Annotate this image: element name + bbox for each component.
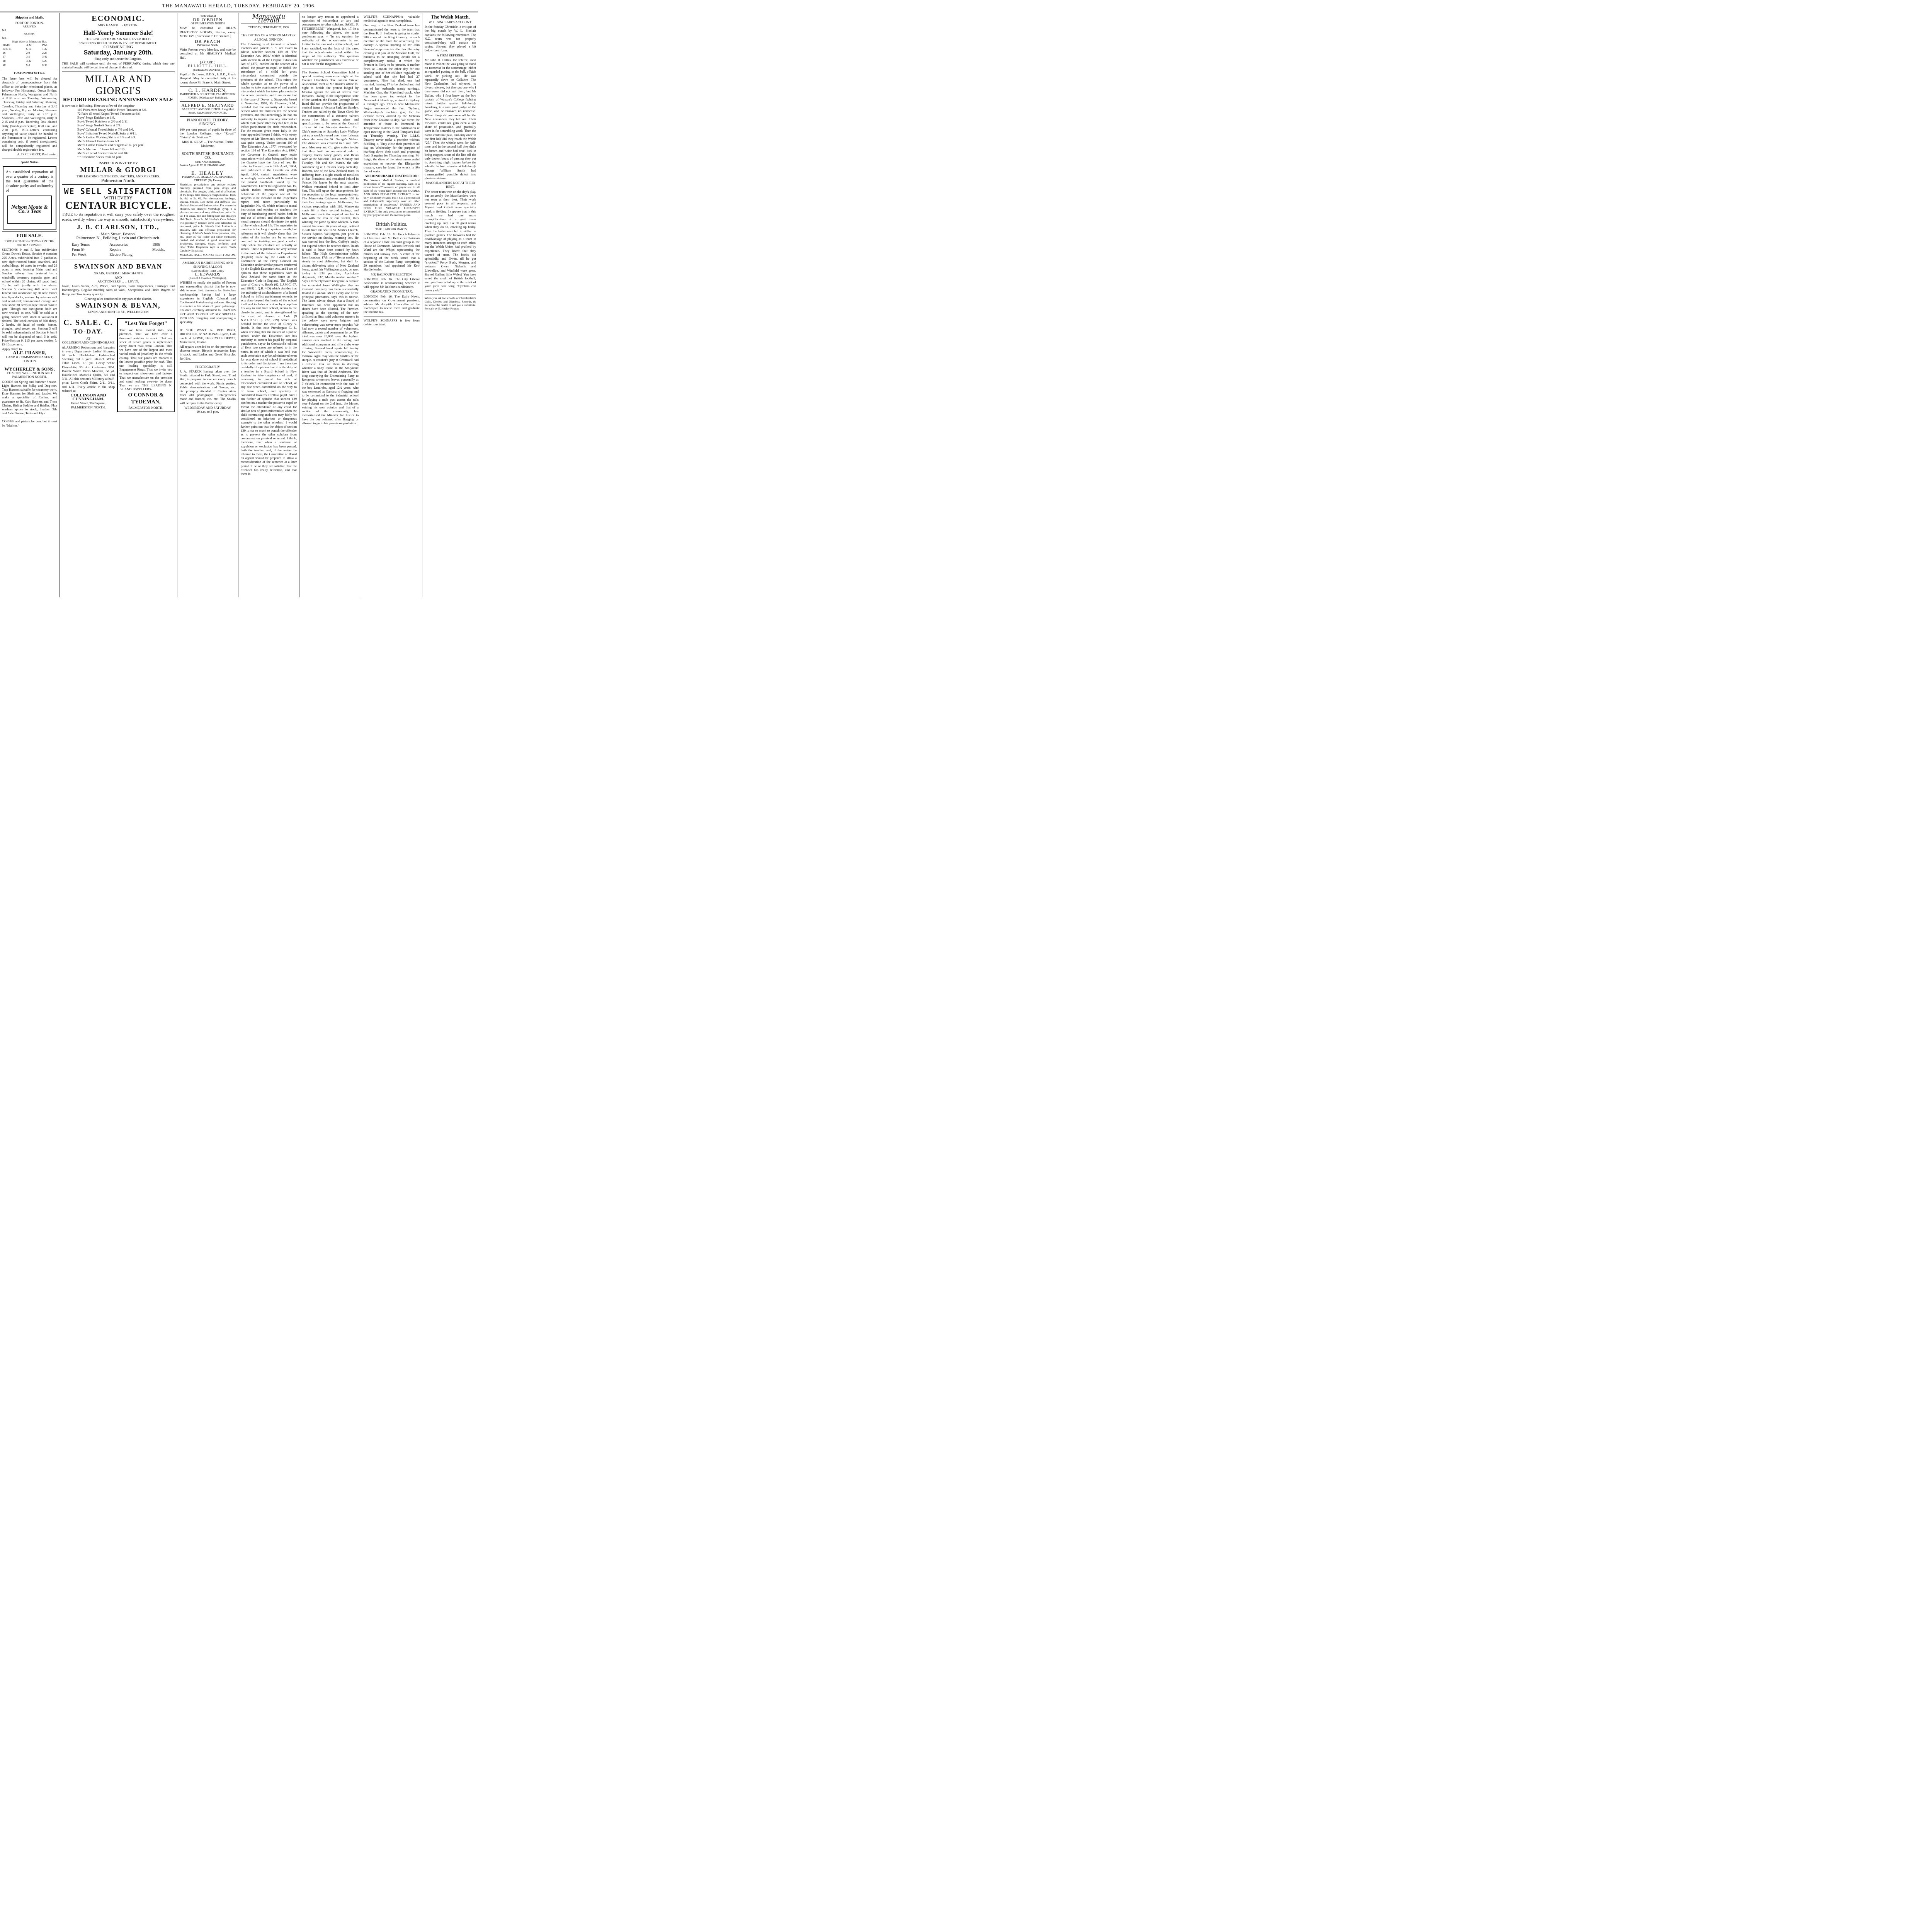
repairs-text: All repairs attended to on the premises at shortest notice. Bicycle accessories kept in stock, and Ladies and Gents' Bicycles for Hire. [180,344,236,361]
list-item: Men's Flannel Unders from 2/3. [77,139,120,143]
photography-heading: PHOTOGRAPHY [195,364,220,369]
port-heading: PORT OF FOXTON. [15,21,44,25]
obrien-name: DR O'BRIEN [193,17,223,23]
balfour-heading: MR BALFOUR'S ELECTION. [371,272,413,276]
column-4 [239,13,299,597]
starck-hours: 10 a.m. to 3 p.m. [196,409,219,413]
harden-sub: BARRISTER & SOLICITOR, PALMERSTON NORTH. (Waldegrave' Buildings). [180,92,235,100]
wolfe-notice-2: WOLFE'S SCHNAPPS is free from deleterious taint. [364,318,420,326]
collinson-name: COLLINSON AND CUNNINGHAME [62,340,115,345]
tide-date: Feb. 15 [3,47,12,51]
csale-ad [62,318,115,412]
clarlson-title: J. B. CLARLSON, LTD., [77,224,160,231]
news-items: One wag in the New Zealand team has communicated the news to the team that the Hon R. J. Seddon is going to confer 300 acres of the King Country on each member of the team for advertising the colony! A special meeting of Mr John Stevens' supporters is called for Thursday evening at 8 p.m. at the Masonic Hall, the business to be arranging details for a complimentary social, at which the Premier is likely to be present. A mother fined at London the other day for not sending one of her children regularly to school said that she had had 27 youngsters. Nine had died, one had married, leaving 17 to be clothed and fed out of her husband's scanty earnings. Machine Gun, the Maoriland crack, who has been given top weight for the Newmarket Handicap, arrived in Sydney a fortnight ago. This is how Melbourne Argus announced the fact: 'Sydney, Wednesday.-A machine gun, for the defence forces, arrived by the Maheno from New Zealand to-day.' We direct the attention of those in interested in Temperance matters to the notification re open meeting in the Good Templar's Hall on Thursday evening. The L.M.S. Drapery never make a promise without fulfilling it. They close their premises all day on Wednesday for the purpose of marking down their stock and preparing fresh Bargains for Thursday morning. Mr Leigh, the diver of the latest unsuccessful expedition to recover the Elingamite treasure, says he found the wreck in 9½ feet of water. [364,23,420,173]
column-7 [423,13,478,597]
clarlson-addr: Main Street, Foxton. [100,232,136,237]
oconnor-name: O'CONNOR & TYDEMAN, [128,392,164,405]
professional-heading: Professional [199,14,216,18]
biggest-sale: THE BIGGEST BARGAIN SALE EVER HELD. [85,37,151,41]
list-item: Men's Merino ... " from 1/3 and 1/6. [77,147,126,151]
tide-pm: 3.42 [42,55,48,59]
column-2 [60,13,177,597]
high-water-heading: High Water at Manawatu Bar. [12,39,47,43]
centaur-title: CENTAUR BICYCLE. [65,200,172,211]
clearing-sales: Clearing sales conducted in any part of the district. [84,296,152,301]
harden-name: C. L. HARDEN, [188,87,227,93]
tide-am: 3.5 [26,55,30,59]
tide-pm: 6.44 [42,63,48,66]
sb-sub: FIRE AND MARINE. [194,160,221,164]
apply-label: Apply sharp to [2,347,22,351]
swainson2-title: SWAINSON & BEVAN, [76,301,161,309]
table-row [2,51,57,55]
edwards-name: L. EDWARDS [195,272,221,277]
card-label: [A CARD.] [200,60,216,64]
table-row [2,55,57,59]
meatyard-name: ALFRED E. MEATYARD [181,103,234,108]
list-item: " " Cashmere Socks from 8d pair. [77,155,122,159]
tide-date: 19 [3,63,6,66]
sailed-label: SAILED. [24,32,35,36]
swainson2-sub: LEVIN AND HUNTER ST., WELLINGTON [88,310,149,314]
labour-text: LONDON, Feb. 16. Mr Enoch Edwards is Chairman and Mr Bell vice-Chairman of a separate Trade Unionist group in the House of Commons. Messrs Fenwick and Ward are the Whips representing the miners and railway men. A cable at the beginning of the week stated that a section of the Labour Party, comprising 29 members, had appointed Mr Keir Hardie leader. [364,232,420,272]
fraser-sub: LAND & COMMISSION AGENT, FOXTON. [6,355,53,363]
sb-name: SOUTH BRITISH INSURANCE CO. [182,151,234,160]
model-line: Models. [152,248,165,252]
welsh-body-2: The better team won on the day's play, but assuredly the Maorilanders were not seen at their best. Their work seemed poor in all respects, and Mynott and Gillett were specially weak in fielding. I suppose that in this match we had one more exemplification of a great team cracking up, and, like all great teams when they do so, cracking up badly. Then the backs were left in skilled in practice games. The forwards had the disadvantage of playing as a team in many instances strange to each other, but the Welsh Union had profited by experience. They know that they wanted of men. The backs did splendidly, and Owen, till he got "crocked," Percy Bush, Morgan, and veterans Gwyn Nicholls and Llewellyn, and Winfield were great. Bravo! Gallant little Wales? You have saved the credit of British football, and you have acted up to the spirit of your great war song "Cymbria can never yield." [425,189,476,292]
welsh-title: The Welsh Match. [430,14,470,20]
editorial-body: The following is of interest to school-teachers and parents :- "I am asked to advise whether section 139 of 'The Education Act, 1904,' which is identical with section 87 of the Original Education Act of 1877, confers on the teacher of a school the power to expel or forbid the attendance of a child for gross misconduct committed outside the precincts of the school. This raises the whole question as to the power of a teacher to take cognisance of and punish misconduct which has taken place outside the school precincts, and I am aware that in the case of Dwyer v. Stappoole, heard in November, 1904, Mr Thomson, S.M., decided that the authority of a teacher ceased when the children left the school precincts, and that accordingly he had no authority to inquire into any misconduct which took place after they had left, or to inflict punishment for such misconduct. For the reasons given more fully in the note appended hereto I think, with every respect of Mr Thomson's decision, that it was quite wrong. Under section 100 of 'The Education Act, 1877,' re-enacted by section 164 of 'The Education Act, 1904,' the Governor in Council may make regulations which after being published in the Gazette have the force of law. By order in Council made 14th April, 1904, and published in the Gazette on 20th April, 1904, certain regulations were accordingly made which will be found in the printed handbook issued by the Government. I refer to Regulation No. 15, which makes 'manners and general behaviour of the pupils' one of the subjects to be included in the Inspector's report, and more particularly to Regulation No. 48, which relates to moral instruction and enjoins on teachers the duty of inculcating moral habits both in and out of school, and declares that the moral purpose should dominate the spirit of the whole school life. The regulation in question is too long to quote at length, but reference to it will clearly show that the duties of the teacher are by no means confined to insisting on good conduct only when the children are actually at school. These regulations are very similar to the code of the Education Department (English) made by the Lords of the Committee of the Privy Council on Education under similar powers conferred by the English Education Act, and I am of opinion that these regulations have in New Zealand the same force as the Education Code in England. The English case of Cleary v. Booth (62 L.J.M.C. 87, and 1893) 1 Q.B. 465) which decides that the authority of a schoolmaster of a Board School to inflict punishment extends to acts done beyond the limits of the school itself and includes acts done by a pupil on his way to and from school, seems to me clearly in point, and is strengthened by the case of Hansen v. Cole (9 N.Z.L.R.S.C. p 272, 279) which was decided before the case of Cleary v. Booth. In that case Prendergast C. J., when deciding that the master of a public school under the Education Act has authority to correct his pupil by corporal punishment, says:- In Comstock's edition of Kent two cases are referred to in the notes, in one of which it was held that such correction may be administered even for acts done out of school if prejudicial to its order and discipline. I am therefore decidedly of opinion that it is the duty of a teacher in a Board School in New Zealand to take cognisance of and, if necessary, to punish for acts of misconduct committed out of school, at any rate when committed on the way to or from school, and specially if committed towards a fellow pupil. And I am further of opinion that section 139 confers on a teacher the power to expel or forbid the attendance of any child for similar acts of gross misconduct when the child committing such acts may fairly 'be considered an injurious or dangerous example to the other scholars.' I would further point out that the object of section 139 is not so much to punish the offender as to prevent the other scholars from contamination physical or moral. I think, therefore, that when a sentence of expulsion or exclusion has been passed, both the teacher, and, if the matter be referred to them, the Committee or Board on appeal should be prepared to allow a reconsideration of the sentence at a later period if he or they are satisfied that the offender has really reformed, and that there is [241,42,297,476]
csale-text: ALARMING Reductions and bargains in every Department- Ladies' Blouses, 9d each. Double-bed Unbleached Sheeting, 5d a yard. 58-inch White Table Linen, 1/- yd. Heavy white Flannelette, 3/9 doz. Cretonnes, 3½d. Double Width Dress Material, 6d yd. Double-bed Marsella Quilts, 8/6 and 9/11. All this season's Millinery at half-price. Lawn Crash Skirts, 2/11, 3/11, and 4/11. Every article in the shop reduced at [62,345,115,393]
term-line: Per Week [71,253,87,257]
wolfe-notice-1: WOLFE'S SCHNAPPS-A valuable medicinal agent in renal complaints. [364,15,420,23]
masthead: THE MANAWATU HERALD, TUESDAY, FEBRUARY 20, 1906. [0,0,478,12]
peach-name: DR PEACH [194,39,221,44]
table-row [2,63,57,67]
swainson-title: SWAINSON AND BEVAN [74,263,163,270]
sb-agent: Foxton Agent- F. W. H. FRANKLAND [180,163,226,167]
tax-heading: GRADUATED INCOME TAX. [370,289,413,294]
swainson-and: AND [114,275,122,279]
obrien-text: MAY be consulted at HILL'S DENTISTRY ROOMS, Foxton, every MONDAY. [Successor to Dr Graham.] [180,26,236,38]
full-swing: is now on in full swing. Here are a few of the bargains- [62,104,135,108]
for-sale-heading: FOR SALE. [16,232,43,238]
service-line: Repairs [109,248,121,252]
list-item: Men's Cotton Working Shirts at 1/9 and 2/3. [77,135,136,139]
meatyard-sub: BARRISTER AND SOLICITOR. Rangitikei Street, PALMERSTON NORTH. [182,107,234,115]
service-line: Electro Plating [109,253,133,257]
hill-sub: [SURGEON DENTIST.] [193,68,222,72]
tide-date: 16 [3,51,6,55]
list-item: Boys' Serge Knickers at 1/9. [77,116,115,120]
millar-title: MILLAR AND GIORGI'S [85,73,151,97]
healey-name: E. HEALEY [191,170,224,176]
tide-am: 6.10 [26,47,32,51]
healey-text: Physicians prescriptions and private recipes carefully prepared from pure drugs and chemicals. For coughs, colds, and all affections of the lungs, take Healey's cough mixture, from 1s. 6d. to 2s. 6d. For rheumatism, lumbago, sprains, bruises, sore throat and stiffness, use Healey's Household Embrocation. For worms in children, use Healey's Vermifuge Syrup, it is pleasant to take and very efficacious, price 1s. 6d. For weak, thin and falling hair, use Healey's Hair Tonic. Price 2s. 6d. Healey's Corn Solvent will positively remove corns and callosities in one week, price 1s. Nurse's Hair Lotion is a pleasant, safe, and effectual preparation for cleansing children's heads from parasites, nits, etc., price 1s. 6d. Horse and cattle medicines carried and stocked. A good assortment of Brushware, Sponges, Soaps, Perfumes, and other Toilet Requisites kept in stock. Teeth Carefully Extracted. [180,183,236,253]
column-6 [362,13,422,597]
local-news: The Foxton School Committee hold a special meeting to-morrow night at the Council Chambers. The Foxton Cricket Association meet at Mr Reade's office to-night to decide the protest lodged by Moutoa against the win of Foxton over Debaters. Owing to the unpropitious state of the weather, the Foxton Borough Brass Band did not provide the programme of musical items at Victoria Park last Sunday. Tenders are called by the Town Clerk for the construction of a concrete culvert across the Main street, plans and specifications to be seen at the Council offices. At the Victoria Amateur Turf Club's meeting on Saturday Lady Wallace put up a world's record over nine furlongs when she won the St. George's Stakes. The distance was covered in 1 min 50½ secs. Mounsey and Co. give notice to-day that they hold an unreserved sale of drapery, boots, fancy goods, and Retan ware at the Masonic Hall on Monday and Tuesday, 5th and 6th March, the sale commencing at 1 o'clock sharp each day. Roberts, one of the New Zealand team, is suffering from a slight attack of tonsilitis in San Francisco, and remained behind in 'Frisco. He leaves by the next steamer. Wallace remained behind to look after him. This will upset the arrangements for the reception to the local representatives. The Manawatu Cricketers made 108 in their first innings against Melbourne, the visitors responding with 118. Manawatu made 63 in their second innings, and Melbourne made the required number to win with the loss of one wicket, thus winning the game by nine wickets. A man named Andrews, 76 years of age, noticed to fall from his seat in St. Mark's Church, Sussex Square, Wellington, just prior to the service on Sunday morning last. He was carried into the Rev. Coffey's study, but expired before he reached there. Death is said to have been caused by heart failure. The High Commissioner cables from London, 17th inst:-"Hemp market is steady in spot deliveries, but dull for distant deliveries; price of New Zealand hemp, good fair Wellington grade, on spot to-day is £33 per ton; April-June shipments, £32; Manila market weaker." Says a New Plymouth telegram:-A rumour has emanated from Wellington that an ironsand company has been successfully floated in London. Mr D. Berry, one of the principal promoters, says this is untrue. The latest advice shows that a Board of Directors has been appointed but no shares have been allotted. The Premier, speaking at the opening of the new drillshed at Hutt, said volunteer matters in the colony were never brighter and volunteering was never more popular. We had now a record number of volunteers, riflemen, cadets and permanent force. The total was now 20,000 men, the highest number ever reached in the colony, and additional companies and rifle clubs were offering. Several local sports left to-day for Woodville races, commencing to-morrow. Aglii may win the hurdles or the steeple. A coroner's jury at Cromwell had a difficult task set them in deciding whether a body found in the Molyneux River was that of David Anderson. The drag conveying the Entertaining Party to Rongotea to-morrow leaves punctually at 7 o'clock. In connection with the case of the boy Landrebe, aged 12½ years, who was sentenced at Oamaru to flogging and to be committed to the industrial school for playing a mile post across the rails near Pukeuri on the 2nd inst., the Mayor, voicing his own opinion and that of a section of the community, has memorialised the Minister for Justice to have the boy released after flogging or allowed to go to his parents on probation. [302,70,359,425]
editorial-continued: no longer any reason to apprehend a repetition of misconduct or any bad consequences to other scholars. SAML. F. FITZHERBERT." Wanganui, Jan. 17. In a note following the above, the same gentleman says :- "In my opinion the authority of the schoolmaster is not limited to the four walls of the school, and I am satisfied, on the facts of this case, that the schoolmaster acted within the scope of his authority. The question whether the punishment was excessive or not is one for the magistrates." [302,15,359,66]
economic-title: ECONOMIC. [92,14,145,23]
paper-title: Manawatu Herald [241,15,297,24]
mg-loc: Palmerston North. [101,177,135,183]
chamberlain-ad: When you ask for a bottle of Chamberlain's Colic, Cholera and Diarrhoea Remedy, do not allow the dealer to sell you a substitute. For sale by E. Healey Foxton. [425,296,476,310]
clarlson-towns: Palmerston N., Feilding, Levin and Christchurch. [76,236,160,241]
bottom-ads [62,318,175,412]
for-sale-text: SECTIONS 9 and 5, last subdivision Oroua Downs Estate. Section 9 contains 225 Acres, subdivided into 7 paddocks, new eight-roomed house, cow-shed, and outbuildings, 16 acres in swedes and 28 acres in oats; fronting Main road and Sandon railway line; watered by a windmill; creamery opposite gate, and school within 20 chains. All good land. To be sold jointly with the above. Section 5, containing 468 acres; well fenced and subdivided by all new fences into 9 paddocks; watered by artesian well and wind-mill; four-roomed cottage and cow-shed; 30 acres in rape; metal road to gate. Though not contiguous both are now worked as one. Will be sold as a going concern with stock at valuation if desired. The stock consists of 600 sheep, 2 lambs, 80 head of cattle, horses, ploughs, seed sower, etc. Section 5 will be sold independently of Section 9, but 9 will not be disposed of until 5 is sold. Price-Section 9, £15 per acre; section 5, £9 10s per acre. [2,248,57,346]
welsh-intro: In the Sunday Chronicle, a critique of the big match by W. L. Sinclair contains the following reference:- The N.Z. team was not properly constituted-they will excuse me saying this-and they played a bit below their form. [425,25,476,53]
tax-text: LONDON, Feb. 16. The Daily News, commenting on Government pensions, advises Mr Asquith, Chancellor of the Exchequer, to revise them and graduate the income tax. [364,294,420,314]
medical-hall: MEDICAL HALL, MAIN STREET, FOXTON. [180,253,236,257]
editorial-subhead: A LEGAL OPINION. [254,37,284,41]
healey-sub: PHARMACEUTICAL AND DISPENSING CHEMIST. (By Exam). [182,175,233,182]
gray-name: MRS R. GRAY, ... The Avenue. Terms Moderate. [182,140,233,148]
nelson-logo: Nelson Moate & Co.'s Teas [7,196,52,224]
list-item: Men's all wool Socks from 8d and 10d. [77,151,129,155]
tide-head-date: DATE [3,43,10,47]
column-1 [0,13,59,597]
honourable-heading: AN HONOURABLE DISTINCTION! [364,174,419,178]
list-item: 72 Pairs all wool Kaipoi Tweed Trousers at 6/6. [77,111,141,116]
mg-title: MILLAR & GIORGI [80,166,156,174]
balfour-text: LONDON, Feb. 16. The City Liberal Association is reconsidering whether it will oppose Mr Balfour's candidature. [364,277,420,289]
sell-satisfaction: WE SELL SATISFACTION [64,186,173,196]
arrived-label: ARRIVED. [22,25,37,29]
post-office-heading: FOXTON POST OFFICE. [14,71,46,75]
inspection-label: INSPECTION INVITED BY [99,161,138,165]
swainson-text: Grain, Grass Seeds, Ales, Wines, and Spirits, Farm Implements, Carriages and Ironmongery. Regular monthly sales of Wool, Sheepskins, and Hides Buyers of Hemp and Tow in any quantity. [62,284,175,296]
post-office-text: The letter box will be cleared for despatch of correspondence from this office to the under mentioned places, as follows:- For Himatangi, Oroua Bridge, Palmerston North, Wanganui and North at 8.30 a.m. on Tuesday, Wednesday, Thursday, Friday and Saturday; Monday, Tuesday, Thursday and Saturday at 2.45 p.m.; Sunday, 8 p.m. Moutoa, Shannon and Wellington, daily at 2.15 p.m. Shannon, Levin and Wellington, daily at 2.15 and 8 p.m. Receiving Box cleared daily, (Sundays excepted), 8.20 a.m., and 2.10 p.m. N.B.-Letters containing anything of value should be handed to the Postmaster to be registered. Letters containing coin, if posted unregistered, will be compulsorily registered and charged double registration fee. [2,77,57,151]
edwards-text: WISHES to notify the public of Foxton and surrounding district that he is now able to meet their demands for first-class workmanship having had a large experience in English, Colonial and Continental Hairdressing saloons. Hoping to receive a fair share of your patronage. Children carefully attended to. RAZORS SET AND TESTED BY MY SPECIAL PROCESS. Singeing and shampooing a speciality. [180,280,236,324]
column-3 [178,13,238,597]
sailed-value: Nil. [2,36,7,40]
referee-heading: A FIRM REFEREE. [437,53,464,57]
sweeping-reductions: SWEEPING REDUCTIONS IN EVERY DEPARTMENT. [79,41,157,45]
swainson-auctioneers: AUCTIONEERS ... ... LEVIN. [97,279,139,283]
peach-sub: Palmerston North. [197,43,218,47]
maorilanders-heading: MAORILANDERS NOT AT THEIR BEST. [425,181,475,189]
shop-early: Shop early and secure the Bargains. [94,56,142,61]
lest-title: "Lest You Forget" [124,321,167,327]
csale-at: AT [86,337,90,341]
swainson-sub: GRAIN, GENERAL MERCHANTS [94,271,143,276]
oconnor-loc: PALMERSTON NORTH. [128,406,163,410]
nelson-teas-ad [3,166,56,230]
hairdressing-heading: AMERICAN HAIRDRESSING AND SHAVING SALOON [182,261,233,269]
nelson-text: An established reputation of over a quarter of a century is the best guarantee of the absolute purity and uniformity of [6,170,53,193]
tide-pm: 5.23 [42,59,48,63]
piano-heading: PIANOFORTE. THEORY. SINGING. [187,118,229,127]
collinson2-name: COLLINSON AND CUNNINGHAM. [70,393,106,402]
commencing-label: COMMENCING [103,44,133,49]
ranfurly-note: (Late Ranfurly Toilet Club). [191,269,224,272]
special-notices-heading: Special Notices [20,161,39,164]
editorial-date: TUESDAY, FEBRUARY 20, 1906. [248,26,289,29]
csale-title: C. SALE. C. [63,318,113,327]
wycherley-sub: FOXTON, WELLINGTON AND PALMERSTON NORTH. [7,371,52,379]
editorial-headline: THE DUTIES OF A SCHOOLMASTER. [241,33,297,37]
list-item: Boys' Imitation Tweed Norfolk Suits at 6/11. [77,131,137,135]
tide-am: 6.3 [26,63,30,66]
tide-head-am: A.M [26,43,32,47]
sale-note: THE SALE will continue until the end of FEBRUARY, during which time any material bought will be cut, free of charge, if desired. [62,61,175,70]
wycherley-name: WYCHERLEY & SONS, [4,366,55,372]
tide-date: 18 [3,59,6,63]
tide-date: 17 [3,55,6,59]
peach-text: Visits Foxton every Monday, and may be consulted at Mr HEALEY'S Medical Hall. [180,48,236,60]
list-item: Boy's Tweed Knickers at 2/6 and 2/11. [77,119,129,124]
clarlson-terms [62,242,175,257]
labour-heading: THE LABOUR PARTY. [375,227,408,231]
list-item: 100 Pairs extra heavy Saddle Tweed Trousers at 6/6. [77,107,147,112]
record-sale: RECORD BREAKING ANNIVERSARY SALE [63,97,173,103]
tide-pm: 2.28 [42,51,48,55]
table-row [2,47,57,51]
with-every: WITH EVERY [104,195,133,201]
british-heading: British Politics. [376,221,407,227]
collinson-town: PALMERSTON NORTH. [71,405,106,409]
tide-pm: 1.32 [42,47,48,51]
table-row [2,59,57,63]
list-item: Boys' Serge Norfolk Suits at 7/9. [77,123,121,128]
for-sale-sub: TWO OF THE SECTIONS ON THE OROUA DOWNS. [5,239,54,247]
starck-text: J. A. STARCK having taken over the Studio situated in Park Street, next Triad Hall, is prepared to execute every branch connected with the work. Picnic parties, Public demonstrations and Groups, etc. etc. promptly attended to. Copies taken from old photographs. Enlargements made and framed, etc. etc. The Studio will be open to the Public every [180,369,236,405]
mg-sub: THE LEADING CLOTHIERS, HATTERS, AND MERCERS. [77,174,160,179]
cycle-ad: IF YOU WANT A- RED BIRD, BRITISHER, or NATIONAL Cycle, Call on- E. A. HOWE, THE CYCLE DEPOT, Main Street, Foxton. [180,328,236,344]
tide-head-pm: P.M. [42,43,48,47]
obrien-sub: OF PALMERSTON NORTH [190,22,225,26]
postmaster-name: A. D. CLEMETT, Postmaster. [17,152,57,156]
welsh-body-1: Mr John D. Dallas, the referee, soon made it evident he was going to stand no nonsense in the scrummage, either as regarded putting in the ball, offside work, or picking out. He was repeatedly down on Gallaher. The New Zealanders had objected to divers referees, but they got one who I dare swear did not suit them; but Mr Dallas, who I first knew as the boy captain of Watson's College fighting mimic battles against Edinburgh Academy, is a rare good judge of the game, and he brooked no nonsense. When things did not come off for the New Zealanders they fell out. Their forwards could not gain even a fair share of possession, and gradually went in for scrambling work. Then the backs could not pass, and only once in the first half did they reach the Welsh "25." Then the whistle went for half-time, and in the second half they did a bit better, and twice had cruel luck in being stopped short of the line off the only decent bouts of passing they put in. Anything might happen before the whistle. In four minutes at Edinburgh George William Smith had transmogrified possible defeat into glorious victory. [425,58,476,180]
collinson-addr: Broad Street, The Square, [71,401,105,405]
starck-days: WEDNESDAY AND SATURDAY [184,405,231,410]
csale-today: TO-DAY. [73,328,104,335]
centaur-text: TRUE to its reputation it will carry you safely over the roughest roads, swiftly where the way is smooth, satisfactorily everywhere. [62,212,175,222]
sale-date: Saturday, January 20th. [83,49,153,56]
piano-text: 100 per cent passes of pupils in three of the London Colleges, viz.- "Royal," "Trinity" & "National." [180,127,236,139]
tide-table [2,43,57,67]
bargain-list [62,108,175,159]
term-line: Easy Terms [71,243,90,247]
wycherley-text: GOODS for Spring and Summer Season- Light Harness for Sulky and Dog-cart. Trap Harness suitable for creamery work, Dray Harness for Shaft and Leader. We make a speciality of Collars, and guarantee to fit. Cart Harness and Trace Chains, Riding Saddles and Bridles, Flax washers aprons to stock, Leather Oils and Axle Grease, Tents and Flys. [2,379,57,415]
edwards-sub: (Late of J. Downes, Wellington). [189,276,227,280]
tide-am: 4.32 [26,59,32,63]
hill-name: ELLIOTT L. HILL. [187,64,228,69]
lest-text: That we have moved into new premises. That we have over a thousand watches in stock. That our stock of silver goods is replenished every direct mail from London. That we have one of the largest and most varied stock of jewellery in the whole colony. That our goods are marked at the lowest possible price for cash. That our leading speciality is still Engagement Rings. That we invite you to inspect our showroom and factory. That we manufacture on the premises and send nothing away-to be done. That we are THE LEADING N. ISLAND JEWELLERS- [119,328,172,391]
eucalypti-ad: The Western Medical Review, a medical publication of the highest standing, says in a recent issue:-"Thousands of physicians in all parts of the world have attested that SANDER AND SONS EUCALYPTI EXTRACT is not only absolutely reliable but it has a pronounced and indisputable superiority over all other preparations of eucalyptus." SANDER AND SONS PURE VOLATILE EUCALYPTI EXTRACT, the only preparation recommended by your physician and the medical press. [364,179,420,217]
service-line: Accessories [109,243,128,247]
shipping-title: Shipping and Mails. [15,15,44,19]
column-5 [300,13,361,597]
model-line: 1906 [152,243,160,247]
arrived-value: Nil. [2,28,7,32]
fraser-name: ALF. FRASER, [13,350,46,356]
coffee-ad: COFFEE and pistols for two, but it must be "Malmo." [2,419,57,427]
lest-ad [117,318,175,412]
tide-am: 2.0 [26,51,30,55]
list-item: Boys' Colonial Tweed Suits at 7/9 and 9/6. [77,127,134,131]
welsh-sub: W. L. SINCLAIR'S ACCOUNT. [429,20,472,24]
economic-sub: MRS HAMER ... - FOXTON. [98,23,138,27]
hill-text: Pupil of Dr Lowe, D.D.S., L.D.D., Guy's Hospital. May be consulted daily at his rooms above Mr Fraser's, Main Street. [180,72,236,84]
list-item: Men's Cotton Drawers and Singlets at 1/- per pair. [77,143,144,147]
term-line: From 5/- [71,248,85,252]
half-yearly-sale: Half-Yearly Summer Sale! [83,30,153,37]
